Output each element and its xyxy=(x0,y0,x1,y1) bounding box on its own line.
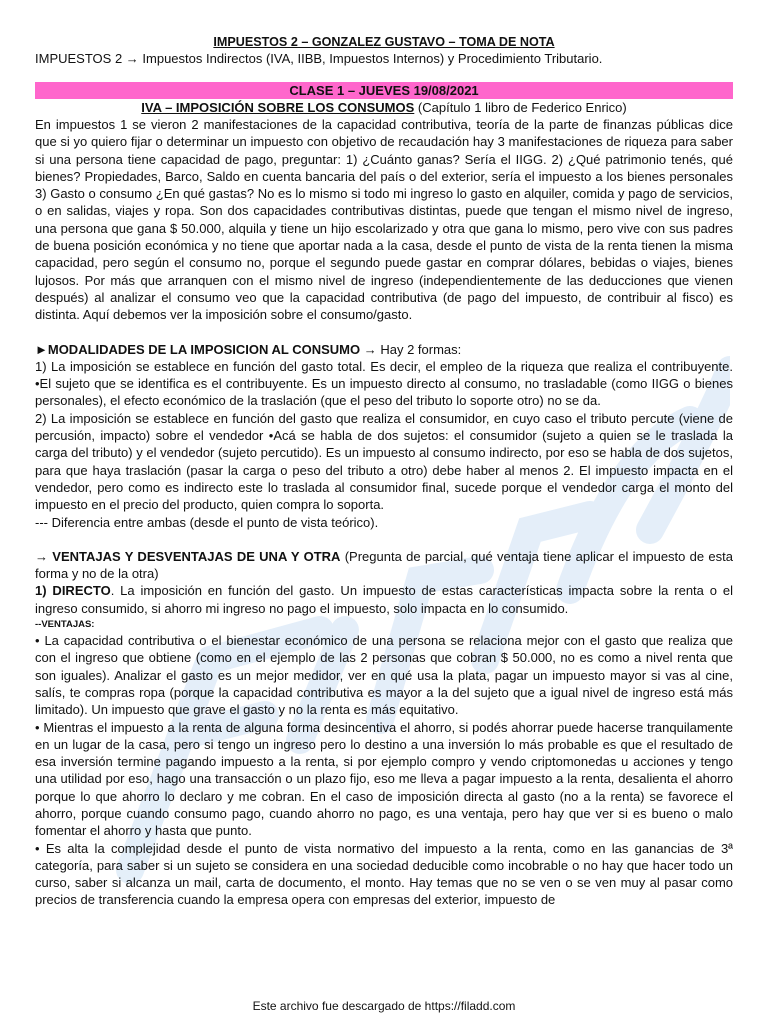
modalidades-tail: Hay 2 formas: xyxy=(376,341,462,357)
ventaja-bullet-1: • La capacidad contributiva o el bienestar económico de una persona se relaciona mejor con el gasto que realiza que con el ingreso que obtiene (como en el ejemplo de las 2 personas que cobran $ 50.000, no es como a nivel renta que son iguales). Analizar el gasto es un mejor medidor, ver en qué usa la plata, pagar un impuesto mayor si vas al cine, salís, te compras ropa (porque la capacidad contributiva es mayor a la del sujeto que a igual nivel de ingreso está más limitado). Un impuesto que grave el gasto y no la renta es más equitativo. xyxy=(35,633,733,718)
class-date-banner: CLASE 1 – JUEVES 19/08/2021 xyxy=(35,82,733,99)
ventajas-title: → VENTAJAS Y DESVENTAJAS DE UNA Y OTRA xyxy=(35,548,341,564)
ventajas-label: --VENTAJAS: xyxy=(35,619,95,631)
iva-intro-paragraph: En impuestos 1 se vieron 2 manifestaciones de la capacidad contributiva, teoría de la parte de finanzas públicas dice que si yo quiero fijar o determinar un impuesto con objetivo de recaudación hay 3 manifestaciones de riqueza para saber si una persona tiene capacidad de pago, preguntar: 1) ¿Cuánto ganas? Sería el IIGG. 2) ¿Qué patrimonio tenés, qué bienes? Propiedades, Barco, Saldo en cuenta bancaria del país o del exterior, sería el impuesto a los bienes personales 3) Gasto o consumo ¿En qué gastas? No es lo mismo si todo mi ingreso lo gasto en alquiler, comida y pago de servicios, o en salidas, viajes y ropa. Son dos capacidades contributivas distintas, puede que tengan el mismo nivel de ingreso, una persona que gana $ 50.000, alquila y tiene un hijo escolarizado y otra que gana lo mismo, pero vive con sus padres de buena posición económica y no tiene que aportar nada a la casa, desde el punto de vista de la renta tienen la misma capacidad, pero según el consumo no, porque el segundo puede gastar en comprar dólares, bebidas o viajes, bienes lujosos. Por más que arranquen con el mismo nivel de ingreso (independientemente de las deducciones que vienen después) al analizar el consumo veo que la capacidad contributiva (de pago del impuesto, de contribuir al fisco) es distinta. Aquí debemos ver la imposición sobre el consumo/gasto. xyxy=(35,117,733,323)
document-title: IMPUESTOS 2 – GONZALEZ GUSTAVO – TOMA DE NOTA xyxy=(213,35,555,49)
modalidad-item-2: 2) La imposición se establece en función del gasto que realiza el consumidor, en cuyo caso el tributo percute (viene de percusión, impacto) sobre el vendedor •Acá se habla de dos sujetos: el consumidor (sujeto a quien se le traslada la carga del tributo) y el vendedor (sujeto percutido). Es un impuesto al consumo indirecto, por eso se habla de dos sujetos, para que haya traslación (pasar la carga o peso del tributo a otro) debe haber al menos 2. El impuesto impacta en el vendedor, pero como es indirecto este lo traslada al consumidor final, sucede porque el vendedor carga el monto del impuesto en el precio del producto, quien compra lo soporta. xyxy=(35,410,733,513)
ventaja-bullet-2: • Mientras el impuesto a la renta de alguna forma desincentiva el ahorro, si podés ahorrar puede hacerse tranquilamente en un lugar de la casa, pero si tengo un ingreso pero lo destino a una inversión lo más probable es que el resultado de esa inversión termine pagando impuesto a la renta, si por ejemplo compro y vendo criptomonedas u acciones y tengo una utilidad por eso, hago una transacción o un plazo fijo, eso me lleva a pagar impuesto a la renta, desalienta el ahorro porque lo que ahorro lo declaro y me cobran. En el caso de imposición directa al gasto (no a la renta) se favorece el ahorro, porque cuando consumo pago, cuando ahorro no pago, es una ventaja, pero hay que ver si es bueno o malo fomentar el ahorro y hasta que punto. xyxy=(35,719,733,839)
ventaja-bullet-3: • Es alta la complejidad desde el punto de vista normativo del impuesto a la renta, como en las ganancias de 3ª categoría, para saber si un sujeto se considera en una sociedad deducible como incobrable o no hay que hacer todo un curso, saber si alcanza un mail, carta de documento, el monto. Hay temas que no se ven o se ven muy al pasar como precios de transferencia cuando la empresa opera con empresas del exterior, impuesto de xyxy=(35,840,733,908)
modalidad-difference: --- Diferencia entre ambas (desde el punto de vista teórico). xyxy=(35,514,379,530)
modalidad-item-1: 1) La imposición se establece en función del gasto total. Es decir, el empleo de la riqueza que realiza el contribuyente. •El sujeto que se identifica es el contribuyente. Es un impuesto directo al consumo, no trasladable (como IIGG o bienes personales), el efecto económico de la traslación (que el peso del tributo lo soporte otro) no se da. xyxy=(35,358,733,409)
directo-label: 1) DIRECTO xyxy=(35,583,111,599)
document-subtitle: IMPUESTOS 2 → Impuestos Indirectos (IVA, IIBB, Impuestos Internos) y Procedimiento Tributario. xyxy=(35,51,603,66)
iva-title: IVA – IMPOSICIÓN SOBRE LOS CONSUMOS xyxy=(141,100,415,115)
ventajas-heading xyxy=(35,548,733,583)
directo-text: . La imposición en función del gasto. Un impuesto de estas características impacta sobre la renta o el ingreso consumido, si ahorro mi ingreso no pago el impuesto, solo impacta en lo consumido. xyxy=(35,583,733,616)
ventajas-tail: (Pregunta de parcial, qué ventaja tiene aplicar el impuesto de esta forma y no de la otra) xyxy=(35,548,733,582)
directo-paragraph xyxy=(35,582,733,617)
iva-note: (Capítulo 1 libro de Federico Enrico) xyxy=(414,100,627,115)
iva-section-heading xyxy=(35,99,733,116)
download-footer: Este archivo fue descargado de https://filadd.com xyxy=(252,999,516,1013)
spacer xyxy=(35,324,733,341)
spacer xyxy=(35,531,733,548)
modalidades-title: ►MODALIDADES DE LA IMPOSICION AL CONSUMO → xyxy=(35,341,377,357)
modalidades-heading xyxy=(35,341,733,358)
